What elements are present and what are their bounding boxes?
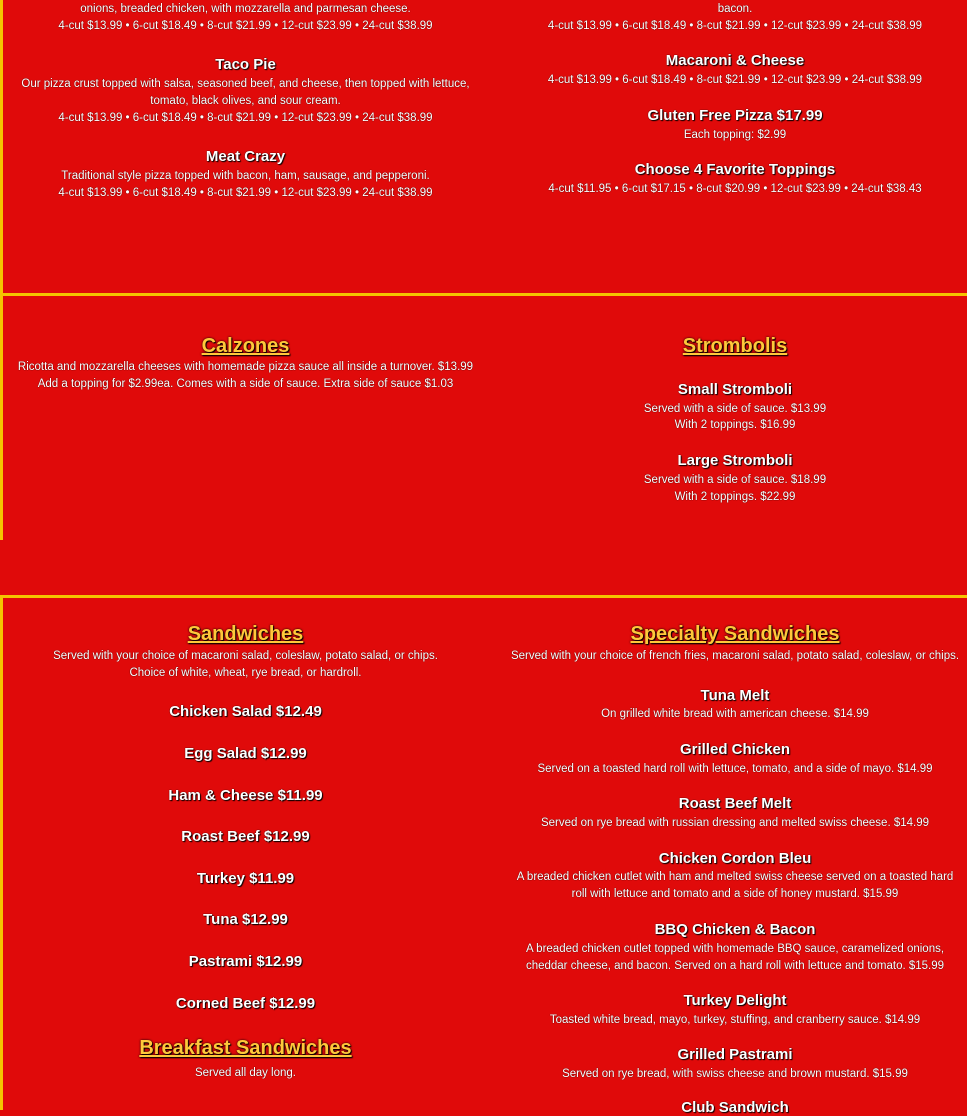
calzones-description: Ricotta and mozzarella cheeses with homemade pizza sauce all inside a turnover. $13.99 (17, 361, 474, 373)
menu-item-sandwich: Tuna $12.99 (203, 911, 288, 928)
item-description: With 2 toppings. $16.99 (674, 419, 796, 431)
item-description: Each topping: $2.99 (683, 129, 787, 141)
item-description: Toasted white bread, mayo, turkey, stuffing, and cranberry sauce. $14.99 (549, 1014, 921, 1026)
item-description: Served with a side of sauce. $18.99 (643, 474, 827, 486)
item-description: tomato, black olives, and sour cream. (150, 95, 341, 107)
item-prices: 4-cut $11.95 • 6-cut $17.15 • 8-cut $20.99 • 12-cut $23.99 • 24-cut $38.43 (548, 183, 922, 195)
menu-item-meat-crazy: Meat Crazy (205, 148, 286, 165)
strombolis-heading: Strombolis (682, 335, 788, 357)
item-prices: 4-cut $13.99 • 6-cut $18.49 • 8-cut $21.99 • 12-cut $23.99 • 24-cut $38.99 (58, 187, 433, 199)
item-description: A breaded chicken cutlet with ham and melted swiss cheese served on a toasted hard (516, 871, 954, 883)
menu-item-mac-cheese: Macaroni & Cheese (665, 52, 805, 69)
item-description: With 2 toppings. $22.99 (674, 491, 796, 503)
item-prices: 4-cut $13.99 • 6-cut $18.49 • 8-cut $21.99 • 12-cut $23.99 • 24-cut $38.99 (547, 74, 923, 86)
section-divider-1 (0, 293, 967, 296)
menu-item-sandwich: Chicken Salad $12.49 (169, 703, 322, 720)
menu-item-specialty: Turkey Delight (683, 992, 787, 1009)
menu-item-specialty: Chicken Cordon Bleu (658, 850, 812, 867)
menu-item-sandwich: Pastrami $12.99 (188, 953, 303, 970)
menu-item-specialty: Grilled Chicken (679, 741, 791, 758)
item-description: Served on rye bread with russian dressing and melted swiss cheese. $14.99 (540, 817, 930, 829)
menu-item-sandwich: Turkey $11.99 (196, 870, 295, 887)
item-description: roll with lettuce and tomato and a side of honey mustard. $15.99 (571, 888, 899, 900)
specialty-description: Served with your choice of french fries, macaroni salad, potato salad, coleslaw, or chips. (510, 650, 960, 662)
item-description: Served on a toasted hard roll with lettuce, tomato, and a side of mayo. $14.99 (537, 763, 933, 775)
menu-item-specialty: Grilled Pastrami (677, 1046, 793, 1063)
menu-item-sandwich: Ham & Cheese $11.99 (168, 787, 323, 804)
menu-item-specialty: Tuna Melt (700, 687, 770, 704)
breakfast-heading: Breakfast Sandwiches (139, 1037, 352, 1059)
menu-item-gluten-free: Gluten Free Pizza $17.99 (647, 107, 823, 124)
menu-item-specialty: Roast Beef Melt (678, 795, 792, 812)
item-prices: 4-cut $13.99 • 6-cut $18.49 • 8-cut $21.99 • 12-cut $23.99 • 24-cut $38.99 (547, 20, 923, 32)
menu-item-small-stromboli: Small Stromboli (677, 381, 793, 398)
sandwiches-description: Choice of white, wheat, rye bread, or hardroll. (129, 667, 362, 679)
calzones-heading: Calzones (201, 335, 290, 357)
menu-item-choose-four: Choose 4 Favorite Toppings (634, 161, 836, 178)
item-description: A breaded chicken cutlet topped with homemade BBQ sauce, caramelized onions, (525, 943, 945, 955)
menu-item-sandwich: Egg Salad $12.99 (184, 745, 307, 762)
menu-item-sandwich: Corned Beef $12.99 (175, 995, 316, 1012)
menu-item-specialty: BBQ Chicken & Bacon (654, 921, 816, 938)
item-description: Our pizza crust topped with salsa, seasoned beef, and cheese, then topped with lettuce, (21, 78, 470, 90)
item-description: On grilled white bread with american cheese. $14.99 (601, 708, 869, 720)
menu-item-sandwich: Roast Beef $12.99 (181, 828, 310, 845)
menu-item-large-stromboli: Large Stromboli (677, 452, 793, 469)
sandwiches-description: Served with your choice of macaroni salad, coleslaw, potato salad, or chips. (53, 650, 438, 662)
menu-item-taco-pie: Taco Pie (215, 56, 276, 73)
item-description: Traditional style pizza topped with bacon, ham, sausage, and pepperoni. (61, 170, 430, 182)
item-description: Served with a side of sauce. $13.99 (643, 403, 827, 415)
item-description: Served on rye bread, with swiss cheese and brown mustard. $15.99 (562, 1068, 908, 1080)
specialty-heading: Specialty Sandwiches (630, 623, 840, 645)
menu-item-specialty: Club Sandwich (681, 1099, 789, 1116)
item-prices: 4-cut $13.99 • 6-cut $18.49 • 8-cut $21.99 • 12-cut $23.99 • 24-cut $38.99 (58, 112, 433, 124)
item-prices: 4-cut $13.99 • 6-cut $18.49 • 8-cut $21.99 • 12-cut $23.99 • 24-cut $38.99 (58, 20, 433, 32)
item-description-tail: bacon. (717, 3, 753, 15)
item-description-tail: onions, breaded chicken, with mozzarella and parmesan cheese. (80, 3, 411, 15)
item-description: cheddar cheese, and bacon. Served on a hard roll with lettuce and tomato. $15.99 (525, 960, 945, 972)
sandwiches-heading: Sandwiches (187, 623, 304, 645)
breakfast-description: Served all day long. (194, 1067, 296, 1079)
calzones-description: Add a topping for $2.99ea. Comes with a side of sauce. Extra side of sauce $1.03 (37, 378, 454, 390)
section-divider-2 (0, 595, 967, 598)
